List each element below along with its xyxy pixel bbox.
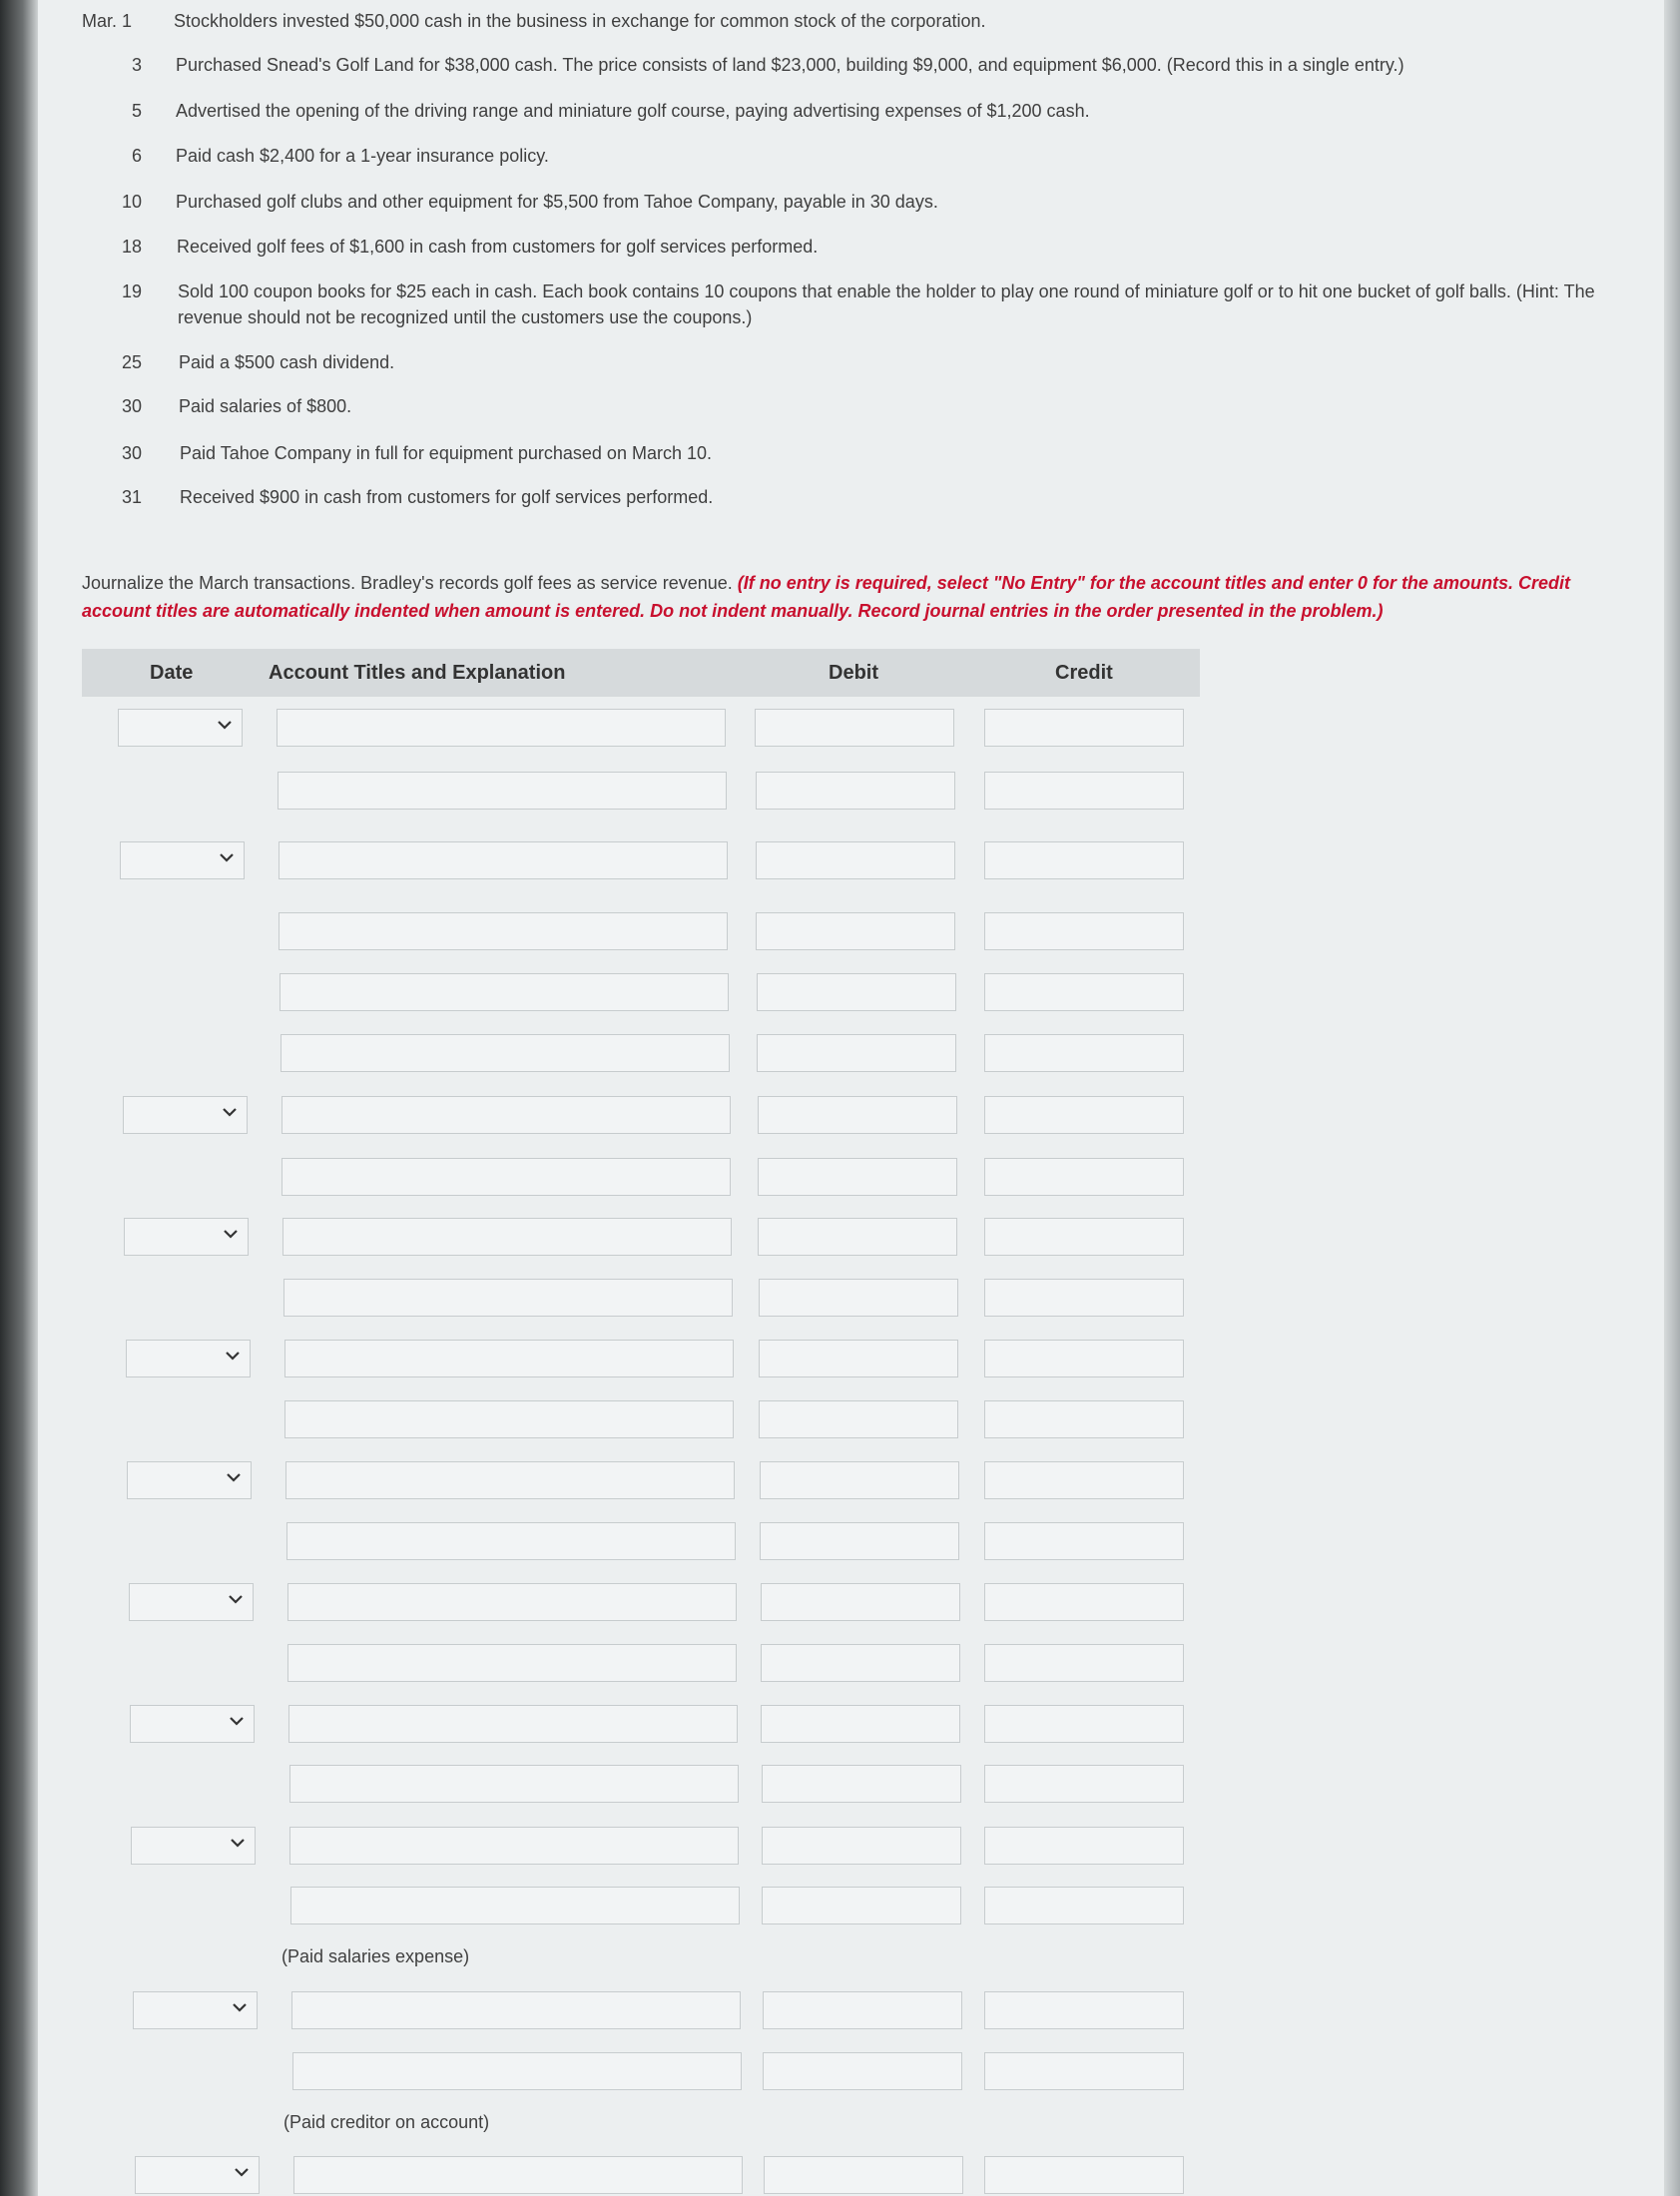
debit-input[interactable] [762, 1765, 961, 1803]
account-title-input[interactable] [280, 973, 729, 1011]
account-title-input[interactable] [281, 1096, 731, 1134]
header-credit: Credit [1055, 662, 1113, 684]
account-title-input[interactable] [287, 1583, 737, 1621]
header-debit: Debit [829, 662, 878, 684]
account-title-input[interactable] [284, 1400, 734, 1438]
account-title-input[interactable] [286, 1522, 736, 1560]
account-title-input[interactable] [291, 1991, 741, 2029]
credit-input[interactable] [984, 1096, 1184, 1134]
account-title-input[interactable] [284, 1340, 734, 1377]
debit-input[interactable] [756, 841, 955, 879]
chevron-down-icon [227, 1590, 245, 1608]
credit-input[interactable] [984, 1644, 1184, 1682]
date-select[interactable] [118, 709, 243, 747]
account-title-input[interactable] [288, 1705, 738, 1743]
date-select[interactable] [130, 1705, 255, 1743]
credit-input[interactable] [984, 1461, 1184, 1499]
date-select[interactable] [127, 1461, 252, 1499]
credit-input[interactable] [984, 1158, 1184, 1196]
header-account: Account Titles and Explanation [269, 662, 566, 684]
debit-input[interactable] [756, 912, 955, 950]
photo-right-edge [1664, 0, 1680, 2196]
account-title-input[interactable] [277, 709, 726, 747]
credit-input[interactable] [984, 1887, 1184, 1924]
credit-input[interactable] [984, 1340, 1184, 1377]
chevron-down-icon [221, 1103, 239, 1121]
account-title-input[interactable] [282, 1218, 732, 1256]
credit-input[interactable] [984, 912, 1184, 950]
credit-input[interactable] [984, 772, 1184, 810]
photo-left-edge [0, 0, 38, 2196]
chevron-down-icon [218, 848, 236, 866]
account-title-input[interactable] [285, 1461, 735, 1499]
date-select[interactable] [126, 1340, 251, 1377]
debit-input[interactable] [763, 1991, 962, 2029]
chevron-down-icon [222, 1225, 240, 1243]
credit-input[interactable] [984, 1522, 1184, 1560]
credit-input[interactable] [984, 1034, 1184, 1072]
debit-input[interactable] [758, 1218, 957, 1256]
account-title-input[interactable] [280, 1034, 730, 1072]
account-title-input[interactable] [283, 1279, 733, 1317]
account-title-input[interactable] [287, 1644, 737, 1682]
date-select[interactable] [120, 841, 245, 879]
debit-input[interactable] [762, 1827, 961, 1865]
debit-input[interactable] [757, 1034, 956, 1072]
date-select[interactable] [129, 1583, 254, 1621]
debit-input[interactable] [759, 1279, 958, 1317]
journal-table-header [82, 649, 1200, 697]
account-title-input[interactable] [278, 772, 727, 810]
date-select[interactable] [133, 1991, 258, 2029]
chevron-down-icon [228, 1712, 246, 1730]
account-title-input[interactable] [279, 912, 728, 950]
debit-input[interactable] [763, 2052, 962, 2090]
credit-input[interactable] [984, 1705, 1184, 1743]
chevron-down-icon [233, 2163, 251, 2181]
credit-input[interactable] [984, 2156, 1184, 2194]
debit-input[interactable] [755, 709, 954, 747]
header-date: Date [150, 662, 194, 684]
instructions: Journalize the March transactions. Bradley's records golf fees as service revenue. (If no entry is required, select "No Entry" for the account titles and enter 0 for the amounts. Credit account titles are automatically indented when amount is entered. Do not indent manually. Record journal entries in the order presented in the problem.) [82, 573, 1570, 621]
credit-input[interactable] [984, 1400, 1184, 1438]
date-select[interactable] [123, 1096, 248, 1134]
chevron-down-icon [224, 1347, 242, 1365]
account-title-input[interactable] [292, 2052, 742, 2090]
debit-input[interactable] [762, 1887, 961, 1924]
debit-input[interactable] [759, 1400, 958, 1438]
debit-input[interactable] [758, 1096, 957, 1134]
account-title-input[interactable] [279, 841, 728, 879]
debit-input[interactable] [761, 1583, 960, 1621]
explanation-creditor: (Paid creditor on account) [283, 2112, 490, 2132]
account-title-input[interactable] [281, 1158, 731, 1196]
debit-input[interactable] [764, 2156, 963, 2194]
debit-input[interactable] [760, 1522, 959, 1560]
chevron-down-icon [216, 716, 234, 734]
account-title-input[interactable] [290, 1887, 740, 1924]
date-select[interactable] [131, 1827, 256, 1865]
credit-input[interactable] [984, 1279, 1184, 1317]
debit-input[interactable] [758, 1158, 957, 1196]
account-title-input[interactable] [289, 1765, 739, 1803]
chevron-down-icon [229, 1834, 247, 1852]
credit-input[interactable] [984, 973, 1184, 1011]
debit-input[interactable] [757, 973, 956, 1011]
debit-input[interactable] [760, 1461, 959, 1499]
credit-input[interactable] [984, 1827, 1184, 1865]
credit-input[interactable] [984, 1991, 1184, 2029]
account-title-input[interactable] [293, 2156, 743, 2194]
credit-input[interactable] [984, 1583, 1184, 1621]
date-select[interactable] [135, 2156, 260, 2194]
instructions-note: (If no entry is required, select "No Entry" for the account titles and enter 0 for the amounts. Credit account titles are automatically indented when amount is entered. Do not indent manually. Record journal entries in the order presented in the problem.) [82, 573, 1570, 621]
debit-input[interactable] [761, 1644, 960, 1682]
debit-input[interactable] [756, 772, 955, 810]
debit-input[interactable] [761, 1705, 960, 1743]
credit-input[interactable] [984, 1765, 1184, 1803]
date-select[interactable] [124, 1218, 249, 1256]
account-title-input[interactable] [289, 1827, 739, 1865]
credit-input[interactable] [984, 2052, 1184, 2090]
chevron-down-icon [225, 1468, 243, 1486]
chevron-down-icon [231, 1998, 249, 2016]
debit-input[interactable] [759, 1340, 958, 1377]
explanation-salaries: (Paid salaries expense) [281, 1946, 470, 1966]
credit-input[interactable] [984, 709, 1184, 747]
credit-input[interactable] [984, 841, 1184, 879]
credit-input[interactable] [984, 1218, 1184, 1256]
